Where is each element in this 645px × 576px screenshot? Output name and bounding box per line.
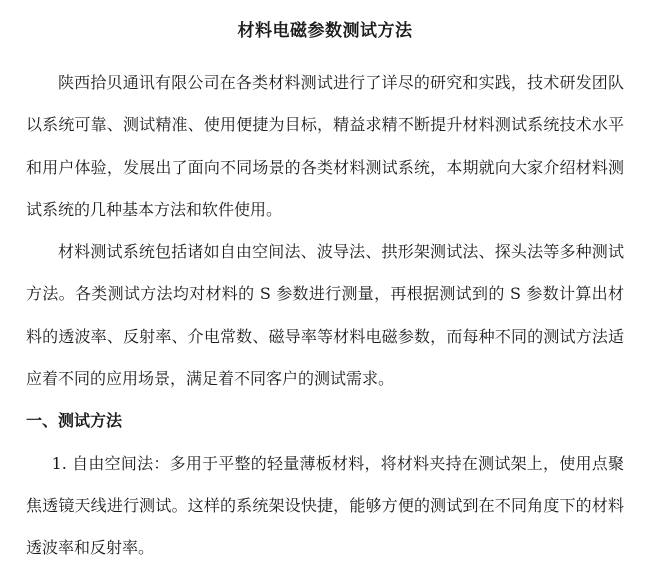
document-title: 材料电磁参数测试方法: [237, 21, 413, 41]
document-body: [26, 62, 624, 570]
intro-paragraph: 陕西拾贝通讯有限公司在各类材料测试进行了详尽的研究和实践，技术研发团队以系统可靠、测试精准、使用便捷为目标，精益求精不断提升材料测试系统技术水平和用户体验，发展出了面向不同场景的各类材料测试系统，本期就向大家介绍材料测试系统的几种基本方法和软件使用。: [26, 73, 624, 219]
document-page: [26, 0, 624, 570]
section-heading: 一、测试方法: [26, 411, 123, 431]
list-item: 1. 自由空间法：多用于平整的轻量薄板材料，将材料夹持在测试架上，使用点聚焦透镜天线进行测试。这样的系统架设快捷，能够方便的测试到在不同角度下的材料透波率和反射率。: [26, 453, 624, 558]
methods-paragraph: 材料测试系统包括诸如自由空间法、波导法、拱形架测试法、探头法等多种测试方法。各类测试方法均对材料的 S 参数进行测量，再根据测试到的 S 参数计算出材料的透波率、反射率、介电常数、磁导率等材料电磁参数，而每种不同的测试方法适应着不同的应用场景，满足着不同客户的测试需求。: [26, 242, 624, 389]
